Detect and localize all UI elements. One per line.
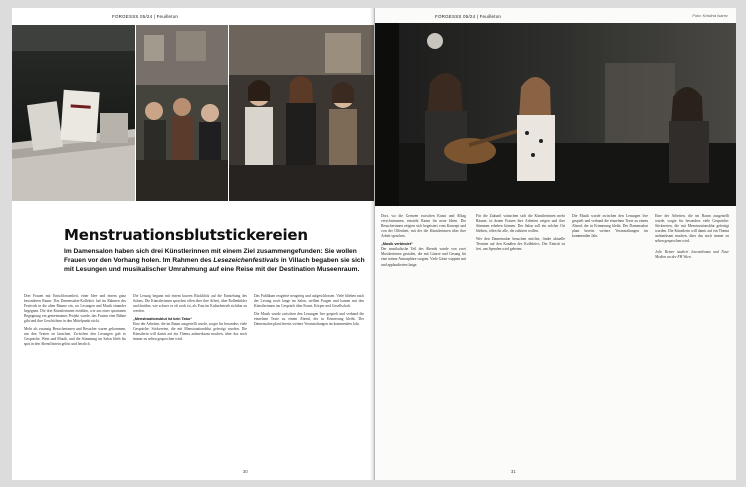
body-paragraph: Wer den Damensalon besuchen möchte, findet aktuelle Termine auf den Kanälen des Kollektivs. Der Eintritt ist frei, um Spenden wird gebeten. [476, 236, 565, 251]
body-paragraph: Mehr als zwanzig Besucherinnen und Besucher waren gekommen, um den Texten zu lauschen. Zwischen den Lesungen gab es Gespräche, Wein und Musik, und die Stimmung im Salon blieb bis spät in den Abend hinein gelöst und herzlich. [24, 326, 126, 347]
photo-book-table [12, 25, 135, 201]
body-column-5 [476, 214, 565, 466]
body-column-4 [381, 214, 466, 466]
article-lead [64, 248, 372, 274]
photo-musicians-stage [375, 23, 736, 206]
photo-credit: Foto: Kristina Isarnc [692, 13, 728, 18]
body-column-7 [655, 214, 729, 466]
photo-audience-room [136, 25, 228, 201]
body-column-1 [24, 294, 126, 466]
lead-text-start: Im Damensalon haben sich drei Künstlerinnen mit einem Ziel zusammengefunden: Sie wollen Frauen vor den Vorhang holen. Im Rahmen des [64, 248, 357, 264]
body-paragraph: Für die Zukunft wünschen sich die Künstlerinnen mehr Räume, in denen Frauen ihre Arbeiten zeigen und ihre Stimmen erheben können. Der Salon soll ein solcher Ort bleiben, offen für alle, die zuhören wollen. [476, 214, 565, 234]
page-number: 30 [243, 469, 248, 474]
author-bio: Jolie Reiner studiert Journalismus und Neue Medien an der FH Wien. [655, 250, 729, 260]
body-paragraph: Dort, wo die Grenzen zwischen Kunst und Alltag verschwimmen, entsteht Raum für neue Ideen. Die Besucherinnen zeigten sich begeistert vom Konzept und von der Offenheit, mit der die Künstlerinnen über ihre Arbeit sprachen. [381, 214, 466, 239]
subheading: „Menstruationsblut ist kein Tabu“ [133, 316, 192, 321]
subheading: „Musik verbindet“ [381, 241, 413, 246]
page-header: FORGESSS 05/24 | Feuilleton [435, 14, 502, 19]
body-paragraph: Die Musik wurde zwischen den Lesungen live gespielt und verband die einzelnen Texte zu einem Abend, der in Erinnerung bleibt. Der Damensalon plant bereits weitere Veranstaltungen im kommenden Jahr. [572, 214, 648, 239]
lead-text-end: in Villach begaben sie sich mit Lesungen und musikalischer Umrahmung auf eine Reise mit der Destination Museenraum. [64, 256, 365, 273]
photo-three-women [229, 25, 374, 201]
body-paragraph: Das Publikum reagierte neugierig und aufgeschlossen. Viele blieben nach der Lesung noch lange im Salon, stellten Fragen und kamen mit den Künstlerinnen ins Gespräch über Kunst, Körper und Gesellschaft. [254, 294, 364, 309]
left-page [12, 8, 374, 480]
body-paragraph: Drei Frauen mit Entschlossenheit, einer Idee und einem ganz besonderen Raum: Das Damensalon-Kollektiv lud im Rahmen des Festivals in die alten Räume ein, wo Lesungen und Musik einander begegnen. Die drei Künstlerinnen erzählen, wie aus einer spontanen Begegnung ein gemeinsames Projekt wurde, das Frauen eine Bühne gibt und ihre Geschichten in den Mittelpunkt rückt. [24, 294, 126, 324]
body-paragraph: Die Musik wurde zwischen den Lesungen live gespielt und verband die einzelnen Texte zu einem Abend, der in Erinnerung bleibt. Der Damensalon plant bereits weitere Veranstaltungen im kommenden Jahr. [254, 311, 364, 326]
right-page [375, 8, 736, 480]
page-header: FORGESSS 05/24 | Feuilleton [112, 14, 179, 19]
body-paragraph: Eine der Arbeiten, die im Raum ausgestellt wurde, sorgte für besonders viele Gespräche: Stickereien, die mit Menstruationsblut gefertigt wurden. Die Künstlerin will damit auf ein Thema aufmerksam machen, über das noch immer zu selten gesprochen wird. [133, 322, 247, 342]
body-paragraph: Eine der Arbeiten, die im Raum ausgestellt wurde, sorgte für besonders viele Gespräche: Stickereien, die mit Menstruationsblut gefertigt wurden. Die Künstlerin will damit auf ein Thema aufmerksam machen, über das noch immer zu selten gesprochen wird. [655, 214, 729, 244]
lead-festival-name: Lesezeichenfestivals [213, 256, 279, 264]
body-column-6 [572, 214, 648, 466]
body-paragraph: Die Lesung begann mit einem kurzen Rückblick auf die Entstehung des Salons. Die Künstlerinnen sprachen offen über ihre Arbeit, über Rollenbilder und darüber, wie schwer es oft noch ist, als Frau im Kulturbetrieb sichtbar zu werden. [133, 294, 247, 314]
body-column-2 [133, 294, 247, 466]
body-column-3 [254, 294, 364, 466]
body-paragraph: Der musikalische Teil des Abends wurde von zwei Musikerinnen gestaltet, die mit Gitarre und Gesang für eine intime Atmosphäre sorgten. Viele Gäste wippten mit und applaudierten lange. [381, 247, 466, 267]
page-number: 31 [511, 469, 516, 474]
article-headline: Menstruationsblutstickereien [64, 226, 308, 244]
